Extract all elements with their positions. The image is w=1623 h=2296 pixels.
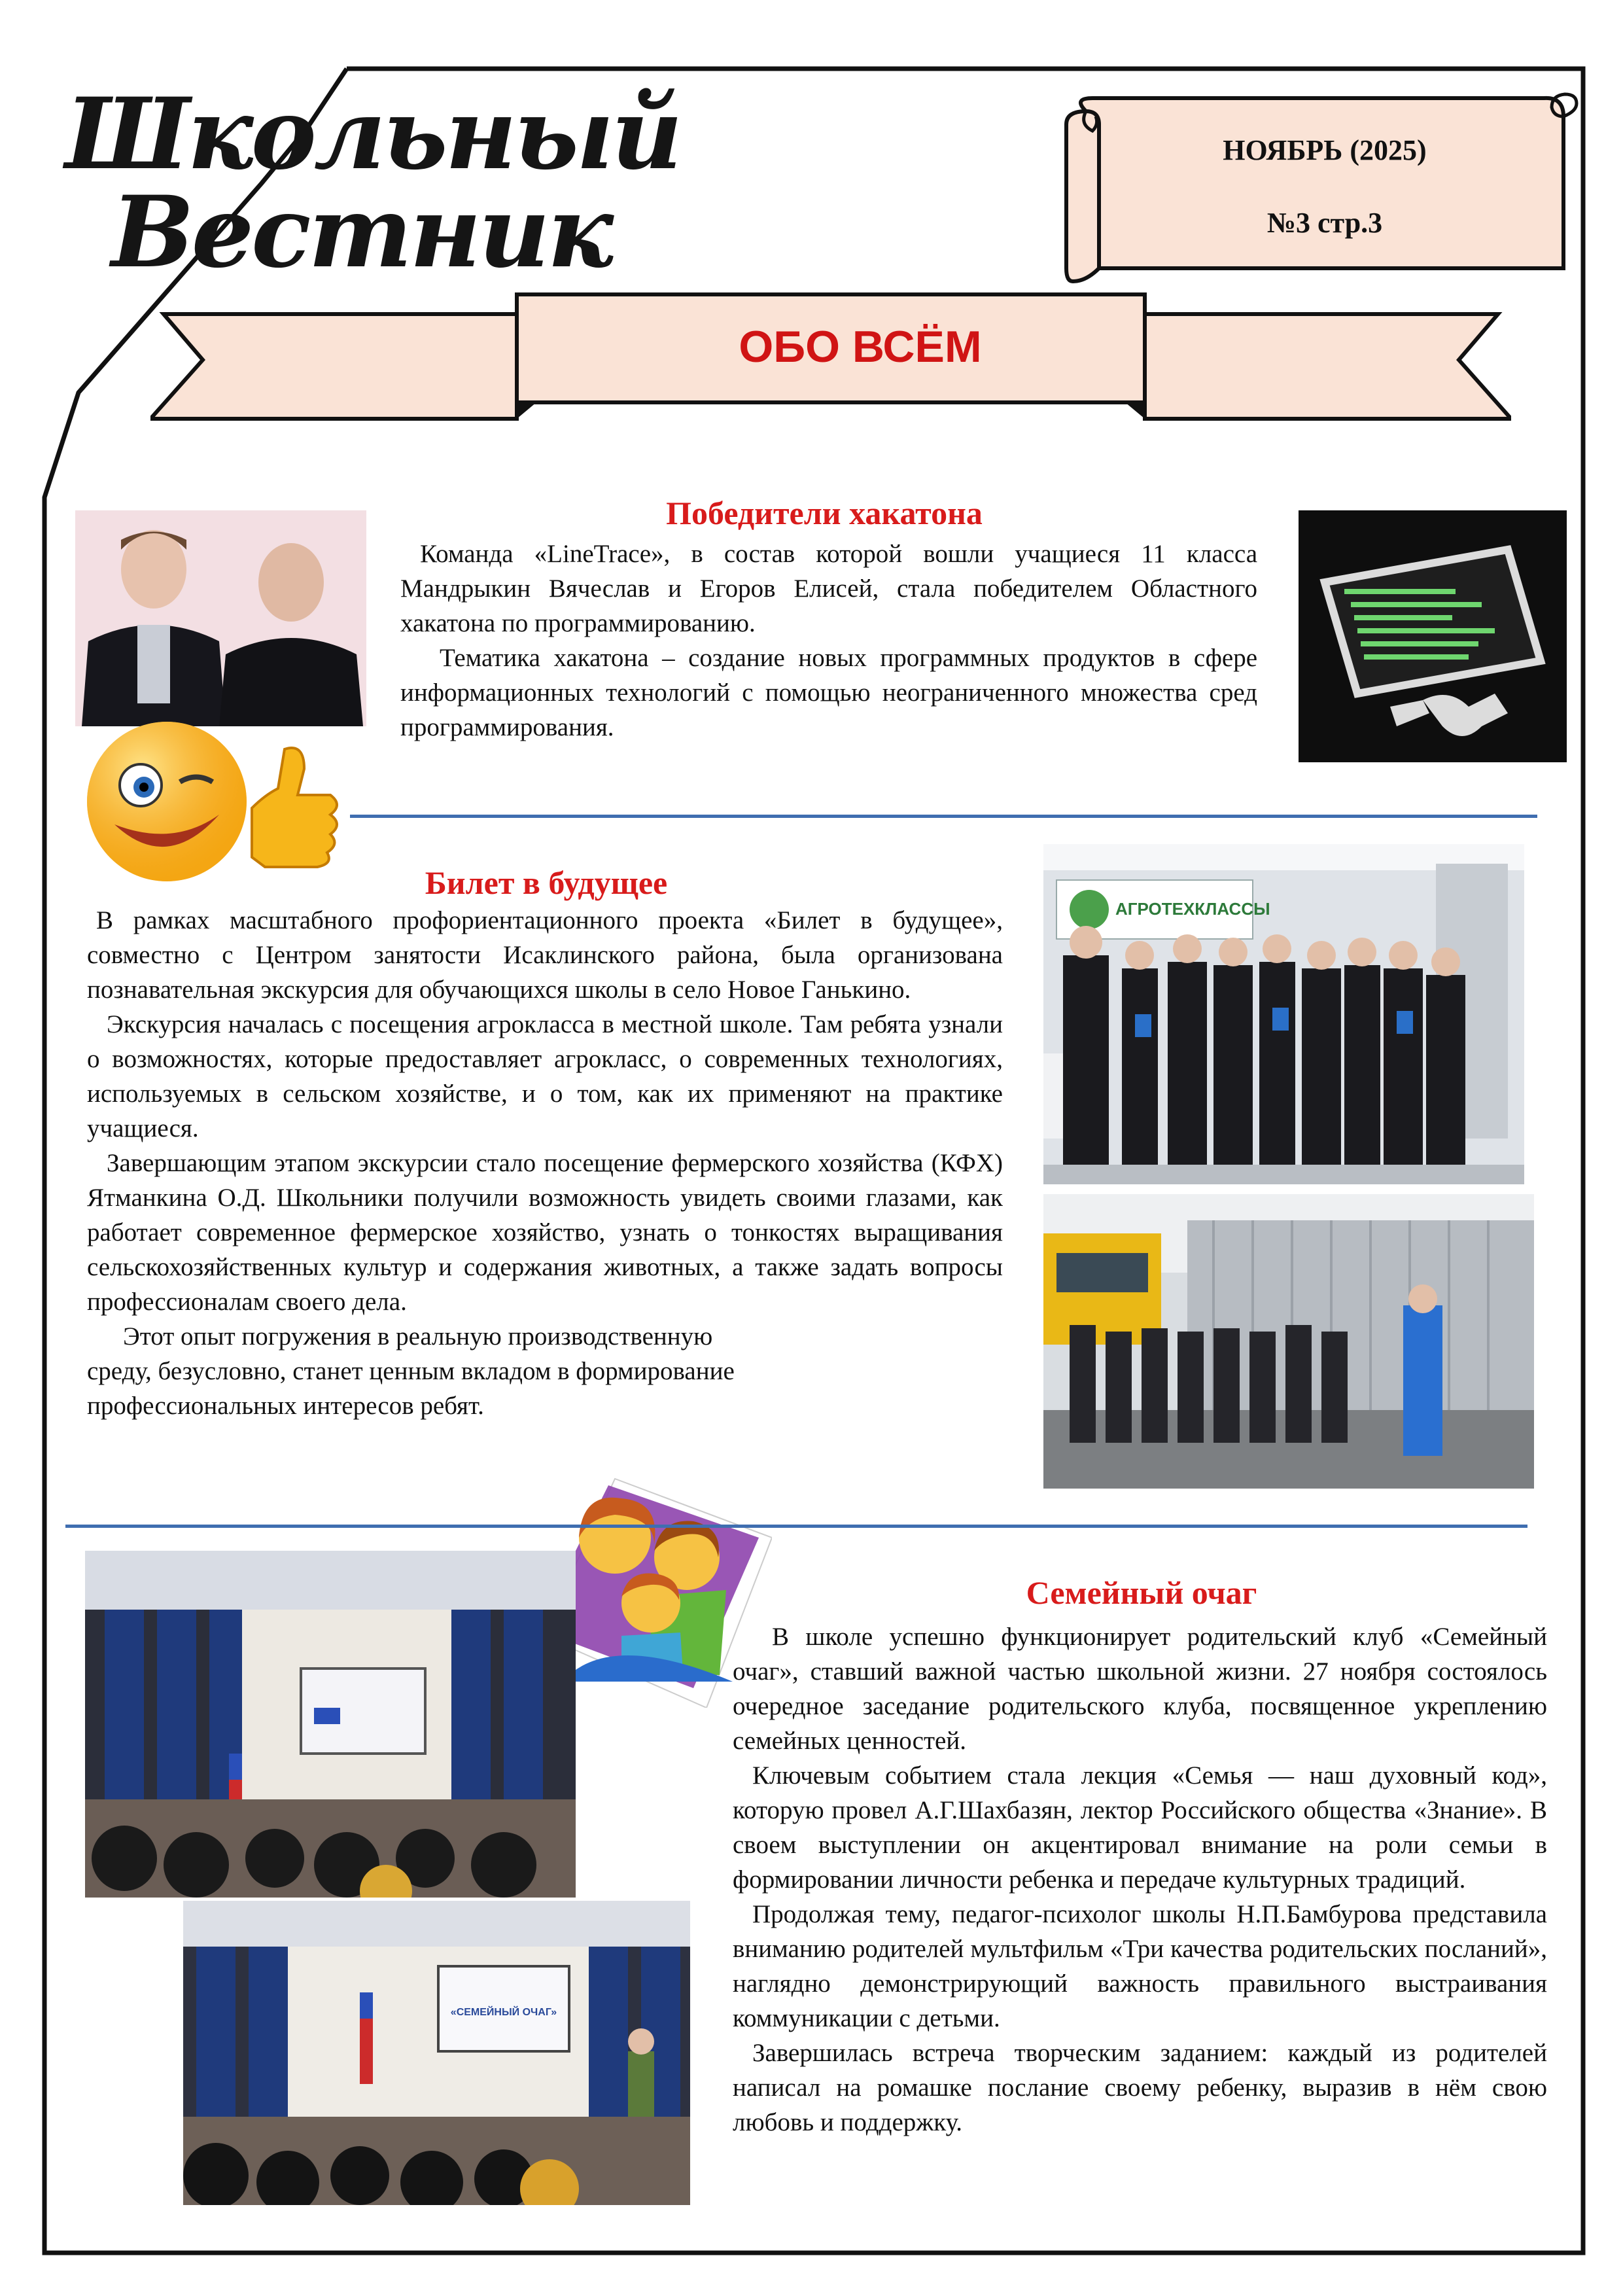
family-text — [733, 1619, 1547, 2140]
hackathon-title: Победители хакатона — [666, 495, 983, 531]
family-title: Семейный очаг — [1026, 1574, 1257, 1611]
farm-excursion-photo — [1043, 1194, 1534, 1489]
issue-number: №3 стр.3 — [1266, 207, 1383, 239]
divider-rule-2 — [65, 1525, 1527, 1528]
hackathon-winners-photo — [75, 510, 366, 726]
hackathon-paragraph: Команда «LineTrace», в состав которой вошли учащиеся 11 класса Мандрыкин Вячеслав и Егоров Елисей, стала победителем Областного хакатона по программированию. — [400, 540, 1257, 637]
issue-month: НОЯБРЬ (2025) — [1223, 134, 1427, 166]
lecture-hall-photo — [85, 1551, 576, 1898]
ticket-paragraph: Экскурсия началась с посещения агрокласса в местной школе. Там ребята узнали о возможностях, которые предоставляет агрокласс, о современных технологиях, используемых в сельском хозяйстве, и о том, как их применяют на практике учащиеся. — [87, 1010, 1003, 1142]
masthead-logo — [65, 77, 680, 294]
code-running-icon — [1299, 510, 1567, 762]
family-paragraph: Завершилась встреча творческим заданием: каждый из родителей написал на ромашке послание своему ребенку, выразив в нём свою любовь и поддержку. — [733, 2039, 1547, 2136]
family-paragraph: Продолжая тему, педагог-психолог школы Н.П.Бамбурова представила вниманию родителей мультфильм «Три качества родительских посланий», наглядно демонстрирующий важность правильного выстраивания коммуникации с детьми. — [733, 1900, 1547, 2032]
issue-info — [1089, 111, 1560, 262]
ticket-paragraph: Завершающим этапом экскурсии стало посещение фермерского хозяйства (КФХ) Ятманкина О.Д. Школьники получили возможность увидеть своими глазами, как работает современное фермерское хозяйство, узнать о тонкостях выращивания сельскохозяйственных культур и содержания животных, а также задать вопросы профессионалам своего дела. — [87, 1149, 1003, 1316]
divider-rule-1 — [350, 815, 1537, 818]
rubric-title: ОБО ВСЁМ — [739, 322, 982, 372]
winking-thumbs-up-emoji — [69, 716, 357, 887]
agroclass-group-photo — [1043, 844, 1524, 1184]
ticket-paragraph: Этот опыт погружения в реальную производственную среду, безусловно, станет ценным вкладом в формирование профессиональных интересов ребят. — [87, 1322, 735, 1420]
club-meeting-photo — [183, 1901, 690, 2205]
family-paragraph: В школе успешно функционирует родительский клуб «Семейный очаг», ставший важной частью школьной жизни. 27 ноября состоялось очередное заседание родительского клуба, посвященное укреплению семейных ценностей. — [733, 1623, 1547, 1755]
masthead-title-line1: Школьный — [65, 77, 680, 192]
family-paragraph: Ключевым событием стала лекция «Семья — наш духовный код», которую провел А.Г.Шахбазян, лектор Российского общества «Знание». В своем выступлении он акцентировал внимание на роли семьи в формировании личности ребенка и передаче культурных традиций. — [733, 1761, 1547, 1894]
masthead-title-line2: Вестник — [111, 175, 612, 290]
ticket-title: Билет в будущее — [425, 864, 668, 901]
ticket-text — [87, 903, 1003, 1423]
hackathon-text — [400, 537, 1257, 745]
ticket-paragraph: В рамках масштабного профориентационного проекта «Билет в будущее», совместно с Центром занятости Исаклинского района, была организована познавательная экскурсия для обучающихся школы в село Новое Ганькино. — [87, 906, 1003, 1004]
club-screen-text: «СЕМЕЙНЫЙ ОЧАГ» — [450, 2007, 557, 2018]
agroclass-sign-text: АГРОТЕХКЛАССЫ — [1115, 899, 1270, 919]
hackathon-paragraph: Тематика хакатона – создание новых программных продуктов в сфере информационных технологий с помощью неограниченного множества сред программирования. — [400, 644, 1257, 741]
